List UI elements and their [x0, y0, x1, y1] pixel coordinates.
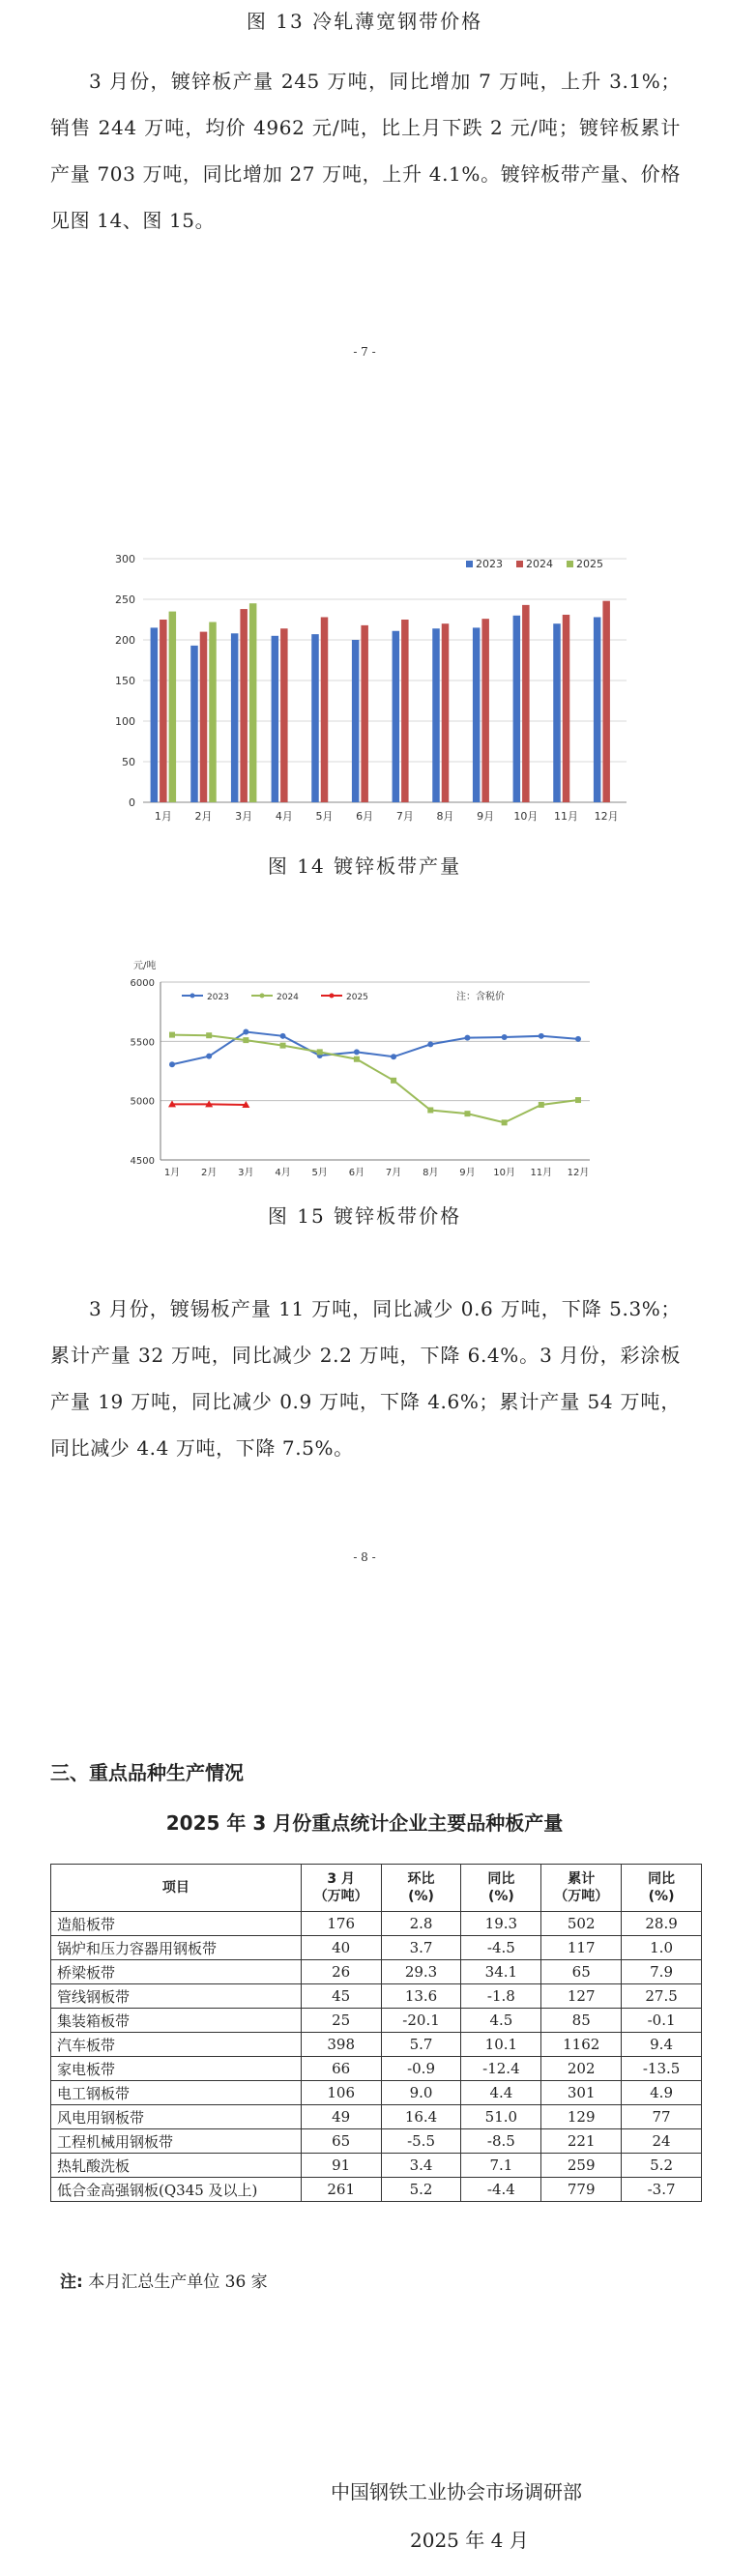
table-cell-value: 5.7: [381, 2033, 461, 2057]
table-cell-value: 34.1: [461, 1960, 541, 1984]
bar-2024: [563, 615, 570, 802]
line-point: [206, 1032, 212, 1038]
bar-x-tick-label: 5月: [315, 810, 334, 823]
bar-y-tick-label: 200: [115, 634, 135, 647]
bar-2024: [602, 601, 610, 802]
bar-2025: [209, 622, 217, 802]
bar-legend-label: 2024: [526, 558, 553, 570]
product-output-table: [50, 1864, 702, 2202]
bar-x-tick-label: 1月: [154, 810, 172, 823]
table-cell-value: 19.3: [461, 1912, 541, 1936]
line-point: [354, 1049, 360, 1055]
table-cell-value: 65: [541, 1960, 622, 1984]
line-legend-label: 2025: [346, 993, 368, 1002]
page-number-7: - 7 -: [353, 345, 376, 359]
bar-2024: [442, 623, 450, 802]
line-point: [502, 1034, 508, 1040]
table-cell-value: 66: [301, 2057, 381, 2081]
line-point: [427, 1041, 433, 1047]
line-point: [391, 1054, 396, 1059]
table-cell-item: 工程机械用钢板带: [51, 2129, 302, 2154]
table-cell-value: 1162: [541, 2033, 622, 2057]
line-y-tick-label: 5000: [130, 1096, 155, 1108]
table-cell-value: 27.5: [622, 1984, 702, 2009]
table-cell-item: 风电用钢板带: [51, 2105, 302, 2129]
table-cell-item: 热轧酸洗板: [51, 2154, 302, 2178]
bar-y-tick-label: 150: [115, 675, 135, 687]
table-cell-value: 1.0: [622, 1936, 702, 1960]
bar-2024: [200, 632, 208, 802]
line-point: [169, 1061, 175, 1067]
bar-legend-label: 2025: [576, 558, 603, 570]
table-cell-value: 4.5: [461, 2009, 541, 2033]
table-cell-value: 7.1: [461, 2154, 541, 2178]
line-y-axis-unit: 元/吨: [133, 961, 157, 971]
table-cell-value: -5.5: [381, 2129, 461, 2154]
table-cell-value: 51.0: [461, 2105, 541, 2129]
line-y-tick-label: 5500: [130, 1037, 155, 1049]
bar-2023: [272, 636, 279, 802]
table-row: [51, 1960, 702, 1984]
bar-x-tick-label: 8月: [436, 810, 454, 823]
table-row: [51, 2033, 702, 2057]
bar-2024: [160, 620, 167, 802]
table-cell-value: 65: [301, 2129, 381, 2154]
line-y-tick-label: 4500: [130, 1156, 155, 1167]
line-x-tick-label: 10月: [493, 1168, 516, 1178]
bar-2023: [473, 627, 481, 802]
bar-2023: [190, 646, 198, 802]
table-row: [51, 2081, 702, 2105]
line-x-tick-label: 7月: [385, 1168, 402, 1178]
footer-date: 2025 年 4 月: [410, 2529, 529, 2552]
bar-legend-swatch: [516, 561, 523, 567]
table-cell-value: 91: [301, 2154, 381, 2178]
bar-2023: [432, 628, 440, 802]
bar-x-tick-label: 12月: [594, 810, 619, 823]
line-point: [354, 1056, 360, 1062]
bar-x-tick-label: 3月: [235, 810, 253, 823]
table-cell-value: -13.5: [622, 2057, 702, 2081]
table-row: [51, 2009, 702, 2033]
tinplate-coated-paragraph: 3 月份，镀锡板产量 11 万吨，同比减少 0.6 万吨，下降 5.3%；累计产量 32 万吨，同比减少 2.2 万吨，下降 6.4%。3 月份，彩涂板产量 19 万吨，同比减少 0.9 万吨，下降 4.6%；累计产量 54 万吨，同比减少 4.4 万吨，下降 7.5%。: [50, 1297, 681, 1460]
table-cell-value: -4.4: [461, 2178, 541, 2202]
bar-2024: [401, 620, 409, 802]
bar-y-tick-label: 300: [115, 553, 135, 565]
bar-y-tick-label: 50: [122, 756, 135, 768]
table-cell-item: 电工钢板带: [51, 2081, 302, 2105]
bar-2024: [481, 619, 489, 802]
line-legend-marker: [260, 994, 265, 999]
figure-15-caption: 图 15 镀锌板带价格: [267, 1204, 462, 1228]
bar-y-tick-label: 250: [115, 593, 135, 606]
line-point: [575, 1097, 581, 1103]
table-row: [51, 2178, 702, 2202]
table-cell-value: 77: [622, 2105, 702, 2129]
table-cell-value: -12.4: [461, 2057, 541, 2081]
line-point: [427, 1107, 433, 1113]
table-cell-item: 集装箱板带: [51, 2009, 302, 2033]
line-x-tick-label: 4月: [275, 1168, 291, 1178]
table-row: [51, 2057, 702, 2081]
line-point: [280, 1043, 286, 1049]
table-cell-value: 261: [301, 2178, 381, 2202]
line-series-2024: [172, 1035, 578, 1123]
table-cell-value: 24: [622, 2129, 702, 2154]
figure-13-caption: 图 13 冷轧薄宽钢带价格: [246, 10, 483, 33]
line-x-tick-label: 9月: [459, 1168, 476, 1178]
line-point: [464, 1035, 470, 1041]
col-header-item: 项目: [51, 1865, 302, 1912]
line-annotation: 注：含税价: [456, 992, 505, 1002]
note-label: 注:: [60, 2272, 83, 2292]
line-x-tick-label: 12月: [567, 1168, 590, 1178]
table-cell-value: 4.4: [461, 2081, 541, 2105]
line-point: [539, 1102, 544, 1108]
bar-x-tick-label: 6月: [356, 810, 374, 823]
galvanized-output-bar-chart: [97, 549, 638, 839]
bar-2023: [352, 640, 360, 802]
line-point: [575, 1036, 581, 1042]
table-row: [51, 1936, 702, 1960]
line-point: [464, 1111, 470, 1116]
table-cell-value: 106: [301, 2081, 381, 2105]
table-row: [51, 2105, 702, 2129]
line-point: [280, 1033, 286, 1039]
line-x-tick-label: 2月: [200, 1168, 218, 1178]
table-cell-value: 259: [541, 2154, 622, 2178]
footer-organization: 中国钢铁工业协会市场调研部: [331, 2480, 582, 2504]
line-point: [317, 1049, 323, 1055]
table-title: 2025 年 3 月份重点统计企业主要品种板产量: [165, 1811, 564, 1835]
line-legend-label: 2023: [207, 993, 229, 1002]
table-cell-value: -0.1: [622, 2009, 702, 2033]
table-cell-item: 低合金高强钢板(Q345 及以上): [51, 2178, 302, 2202]
bar-x-tick-label: 7月: [395, 810, 414, 823]
table-cell-value: 49: [301, 2105, 381, 2129]
table-cell-value: 779: [541, 2178, 622, 2202]
bar-2023: [553, 623, 561, 802]
table-cell-item: 家电板带: [51, 2057, 302, 2081]
bar-2024: [522, 605, 530, 802]
line-legend-label: 2024: [277, 993, 299, 1002]
table-cell-item: 桥梁板带: [51, 1960, 302, 1984]
table-cell-value: 40: [301, 1936, 381, 1960]
line-point: [169, 1032, 175, 1038]
table-cell-value: 29.3: [381, 1960, 461, 1984]
table-cell-value: 28.9: [622, 1912, 702, 1936]
table-cell-value: 221: [541, 2129, 622, 2154]
line-x-tick-label: 6月: [348, 1168, 365, 1178]
table-cell-value: 85: [541, 2009, 622, 2033]
table-cell-item: 造船板带: [51, 1912, 302, 1936]
table-cell-item: 锅炉和压力容器用钢板带: [51, 1936, 302, 1960]
table-row: [51, 1984, 702, 2009]
col-header-cumulative: 累计 （万吨）: [541, 1865, 622, 1912]
line-x-tick-label: 1月: [163, 1168, 181, 1178]
bar-x-tick-label: 9月: [477, 810, 495, 823]
line-point: [206, 1054, 212, 1059]
table-note: [60, 2268, 268, 2292]
table-cell-value: 9.0: [381, 2081, 461, 2105]
line-point: [243, 1029, 248, 1035]
bar-y-tick-label: 100: [115, 715, 135, 728]
col-header-mom: 环比 (%): [381, 1865, 461, 1912]
table-cell-value: 5.2: [381, 2178, 461, 2202]
galvanized-price-line-chart: [116, 955, 619, 1187]
table-row: [51, 1912, 702, 1936]
col-header-cum-yoy: 同比 (%): [622, 1865, 702, 1912]
bar-2024: [321, 617, 329, 802]
table-cell-value: 502: [541, 1912, 622, 1936]
table-cell-value: 2.8: [381, 1912, 461, 1936]
bar-2023: [513, 616, 521, 802]
table-cell-value: -4.5: [461, 1936, 541, 1960]
line-x-tick-label: 11月: [530, 1168, 553, 1178]
table-cell-value: 10.1: [461, 2033, 541, 2057]
table-cell-value: 7.9: [622, 1960, 702, 1984]
table-cell-value: 398: [301, 2033, 381, 2057]
bar-legend-swatch: [567, 561, 573, 567]
table-cell-value: 3.7: [381, 1936, 461, 1960]
table-cell-value: 176: [301, 1912, 381, 1936]
table-cell-item: 管线钢板带: [51, 1984, 302, 2009]
table-row: [51, 2129, 702, 2154]
bar-2023: [311, 634, 319, 802]
table-row: [51, 2154, 702, 2178]
bar-legend-label: 2023: [476, 558, 503, 570]
bar-x-tick-label: 11月: [554, 810, 578, 823]
note-text: 本月汇总生产单位 36 家: [88, 2272, 268, 2292]
table-cell-value: -1.8: [461, 1984, 541, 2009]
galvanized-paragraph: 3 月份，镀锌板产量 245 万吨，同比增加 7 万吨，上升 3.1%；销售 244 万吨，均价 4962 元/吨，比上月下跌 2 元/吨；镀锌板累计产量 703 万吨，同比增加 27 万吨，上升 4.1%。镀锌板带产量、价格见图 14、图 15。: [50, 70, 681, 232]
table-cell-item: 汽车板带: [51, 2033, 302, 2057]
bar-2024: [280, 628, 288, 802]
line-legend-marker: [190, 994, 195, 999]
line-point: [539, 1033, 544, 1039]
table-header-row: [51, 1865, 702, 1912]
table-cell-value: -8.5: [461, 2129, 541, 2154]
table-cell-value: -20.1: [381, 2009, 461, 2033]
table-cell-value: 301: [541, 2081, 622, 2105]
table-cell-value: 13.6: [381, 1984, 461, 2009]
col-header-march: 3 月 （万吨）: [301, 1865, 381, 1912]
bar-2024: [361, 625, 368, 802]
bar-2025: [169, 612, 177, 802]
bar-2023: [231, 633, 239, 802]
line-x-tick-label: 8月: [423, 1168, 439, 1178]
line-x-tick-label: 5月: [311, 1168, 328, 1178]
table-cell-value: 202: [541, 2057, 622, 2081]
figure-14-caption: 图 14 镀锌板带产量: [267, 854, 462, 878]
table-cell-value: 45: [301, 1984, 381, 2009]
line-point: [391, 1078, 396, 1084]
section-heading: 三、重点品种生产情况: [50, 1761, 244, 1784]
line-point: [243, 1037, 248, 1043]
table-cell-value: 5.2: [622, 2154, 702, 2178]
table-cell-value: -3.7: [622, 2178, 702, 2202]
bar-legend-swatch: [466, 561, 473, 567]
bar-2023: [151, 627, 159, 802]
bar-x-tick-label: 4月: [275, 810, 293, 823]
table-cell-value: 127: [541, 1984, 622, 2009]
col-header-yoy: 同比 (%): [461, 1865, 541, 1912]
line-x-tick-label: 3月: [238, 1168, 254, 1178]
line-point: [502, 1119, 508, 1125]
line-y-tick-label: 6000: [130, 978, 155, 989]
page-number-8: - 8 -: [353, 1550, 376, 1564]
table-cell-value: 25: [301, 2009, 381, 2033]
table-cell-value: 26: [301, 1960, 381, 1984]
line-series-2023: [172, 1032, 578, 1065]
line-legend-marker: [330, 994, 335, 999]
table-cell-value: 4.9: [622, 2081, 702, 2105]
bar-x-tick-label: 10月: [513, 810, 539, 823]
table-cell-value: -0.9: [381, 2057, 461, 2081]
bar-x-tick-label: 2月: [194, 810, 213, 823]
table-cell-value: 129: [541, 2105, 622, 2129]
table-cell-value: 9.4: [622, 2033, 702, 2057]
bar-2024: [240, 609, 248, 802]
bar-2023: [393, 631, 400, 802]
table-cell-value: 117: [541, 1936, 622, 1960]
bar-2025: [249, 603, 257, 802]
bar-y-tick-label: 0: [129, 796, 135, 809]
table-cell-value: 3.4: [381, 2154, 461, 2178]
bar-2023: [594, 617, 601, 802]
table-cell-value: 16.4: [381, 2105, 461, 2129]
